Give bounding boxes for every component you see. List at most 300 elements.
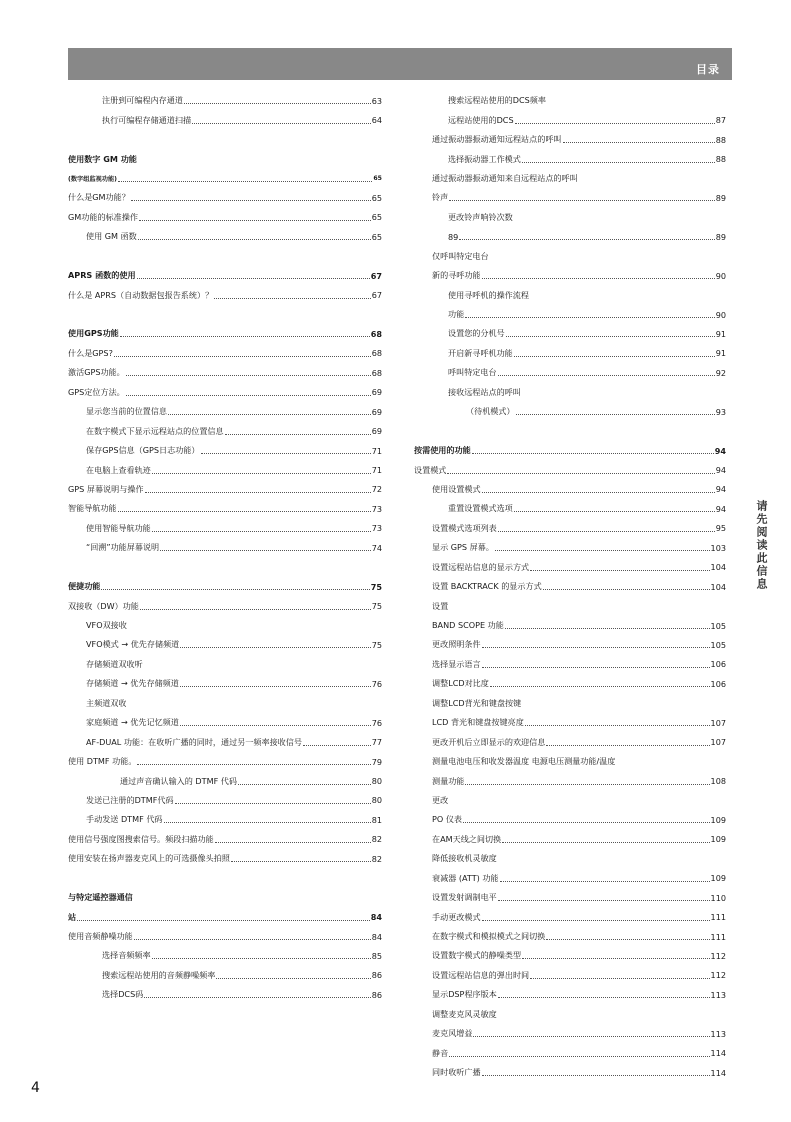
toc-entry-title: 更改开机后立即显示的欢迎信息 bbox=[432, 736, 546, 747]
toc-entry-page: 68 bbox=[371, 367, 382, 378]
dot-leader bbox=[522, 958, 710, 959]
toc-entry[interactable] bbox=[414, 635, 726, 654]
toc-spacer bbox=[68, 558, 382, 577]
toc-entry-title: 便捷功能 bbox=[68, 581, 101, 592]
toc-entry-page: 72 bbox=[371, 484, 382, 495]
toc-entry[interactable] bbox=[414, 946, 726, 965]
toc-entry-page: 114 bbox=[710, 1048, 726, 1059]
toc-entry[interactable] bbox=[414, 149, 726, 168]
toc-entry-title: 设置数字模式的静噪类型 bbox=[432, 950, 522, 961]
toc-entry-page: 65 bbox=[373, 174, 382, 182]
toc-entry-title: (数字组监视功能) bbox=[68, 175, 117, 183]
toc-entry[interactable] bbox=[68, 208, 382, 227]
toc-entry-page: 87 bbox=[715, 115, 726, 126]
toc-entry-page: 82 bbox=[371, 853, 382, 864]
toc-entry-title: 通过振动器振动通知来自远程站点的呼叫 bbox=[432, 172, 578, 183]
toc-entry[interactable] bbox=[68, 732, 382, 751]
dot-leader bbox=[482, 492, 715, 493]
toc-entry-title: 显示 GPS 屏幕。 bbox=[432, 542, 494, 553]
toc-entry[interactable] bbox=[414, 383, 726, 402]
toc-entry-title: 设置远程站信息的显示方式 bbox=[432, 561, 530, 572]
dot-leader bbox=[459, 239, 714, 240]
toc-entry-page: 103 bbox=[710, 542, 726, 553]
dot-leader bbox=[152, 531, 371, 532]
toc-entry[interactable] bbox=[68, 596, 382, 615]
toc-entry-title: 设置远程站信息的弹出时间 bbox=[432, 969, 530, 980]
toc-entry-page: 109 bbox=[710, 834, 726, 845]
toc-entry[interactable] bbox=[68, 460, 382, 479]
toc-entry[interactable] bbox=[68, 91, 382, 110]
toc-entry-page: 81 bbox=[371, 814, 382, 825]
toc-entry-title: 测量电池电压和收发器温度 电源电压测量功能/温度 bbox=[432, 756, 616, 767]
toc-entry[interactable] bbox=[414, 869, 726, 888]
dot-leader bbox=[238, 784, 371, 785]
toc-entry[interactable] bbox=[414, 227, 726, 246]
dot-leader bbox=[490, 686, 710, 687]
toc-entry[interactable] bbox=[414, 732, 726, 751]
toc-entry[interactable] bbox=[414, 1063, 726, 1082]
toc-entry-title: 执行可编程存储通道扫描 bbox=[102, 114, 192, 125]
dot-leader bbox=[184, 103, 371, 104]
toc-entry[interactable] bbox=[68, 752, 382, 771]
toc-entry-title: 使用 GM 函数 bbox=[86, 231, 137, 242]
toc-entry-title: 存储频道双收听 bbox=[86, 658, 143, 669]
dot-leader bbox=[546, 745, 709, 746]
toc-entry-page: 75 bbox=[371, 639, 382, 650]
toc-entry[interactable] bbox=[68, 810, 382, 829]
toc-entry-page: 107 bbox=[710, 737, 726, 748]
toc-entry[interactable] bbox=[68, 791, 382, 810]
toc-entry-title: 设置您的分机号 bbox=[448, 328, 505, 339]
toc-entry-title: 智能导航功能 bbox=[68, 503, 117, 514]
dot-leader bbox=[498, 997, 710, 998]
toc-entry-page: 68 bbox=[371, 348, 382, 359]
toc-entry[interactable] bbox=[68, 966, 382, 985]
toc-entry[interactable] bbox=[68, 927, 382, 946]
toc-entry[interactable] bbox=[68, 674, 382, 693]
toc-entry[interactable] bbox=[414, 830, 726, 849]
toc-entry-page: 71 bbox=[371, 445, 382, 456]
dot-leader bbox=[215, 842, 371, 843]
toc-entry-title: 什么是GPS? bbox=[68, 347, 113, 358]
toc-spacer bbox=[68, 130, 382, 149]
toc-entry[interactable] bbox=[414, 966, 726, 985]
toc-entry-title: 发送已注册的DTMF代码 bbox=[86, 794, 174, 805]
header-bar bbox=[68, 48, 732, 80]
toc-entry-title: 双接收（DW）功能 bbox=[68, 600, 139, 611]
toc-entry[interactable] bbox=[68, 946, 382, 965]
toc-entry-title: GM功能的标准操作 bbox=[68, 211, 138, 222]
toc-entry-page: 106 bbox=[710, 678, 726, 689]
dot-leader bbox=[192, 123, 371, 124]
toc-entry[interactable] bbox=[68, 149, 382, 168]
toc-entry-page: 79 bbox=[371, 756, 382, 767]
section-title: 目录 bbox=[696, 63, 720, 76]
dot-leader bbox=[225, 434, 371, 435]
toc-entry-page: 77 bbox=[371, 737, 382, 748]
toc-entry-title: 主频道双收 bbox=[86, 697, 127, 708]
toc-entry-title: 调整麦克风灵敏度 bbox=[432, 1008, 497, 1019]
dot-leader bbox=[118, 181, 372, 182]
toc-entry[interactable] bbox=[414, 616, 726, 635]
toc-entry-page: 71 bbox=[371, 465, 382, 476]
toc-entry-title: 显示您当前的位置信息 bbox=[86, 406, 167, 417]
toc-entry[interactable] bbox=[414, 460, 726, 479]
toc-entry[interactable] bbox=[414, 577, 726, 596]
toc-entry[interactable] bbox=[68, 188, 382, 207]
toc-spacer bbox=[68, 869, 382, 888]
toc-spacer bbox=[68, 247, 382, 266]
toc-entry[interactable] bbox=[414, 655, 726, 674]
dot-leader bbox=[180, 686, 371, 687]
toc-entry-title: 在数字模式下显示远程站点的位置信息 bbox=[86, 425, 224, 436]
toc-entry[interactable] bbox=[414, 305, 726, 324]
toc-entry[interactable] bbox=[68, 635, 382, 654]
toc-entry[interactable] bbox=[414, 130, 726, 149]
toc-entry-page: 82 bbox=[371, 834, 382, 845]
dot-leader bbox=[201, 453, 371, 454]
toc-entry-page: 112 bbox=[710, 970, 726, 981]
toc-entry-title: GPS 屏幕说明与操作 bbox=[68, 483, 144, 494]
dot-leader bbox=[144, 997, 370, 998]
toc-entry-page: 84 bbox=[370, 912, 382, 923]
toc-spacer bbox=[414, 421, 726, 440]
toc-entry[interactable] bbox=[414, 1043, 726, 1062]
dot-leader bbox=[514, 356, 715, 357]
toc-entry-page: 104 bbox=[710, 581, 726, 592]
toc-entry[interactable] bbox=[68, 285, 382, 304]
toc-entry[interactable] bbox=[68, 771, 382, 790]
toc-entry-title: GPS定位方法。 bbox=[68, 386, 125, 397]
dot-leader bbox=[530, 570, 709, 571]
toc-entry-title: 更改 bbox=[432, 794, 449, 805]
dot-leader bbox=[498, 900, 710, 901]
toc-entry-page: 106 bbox=[710, 659, 726, 670]
dot-leader bbox=[546, 939, 709, 940]
toc-entry-title: 选择DCS码 bbox=[102, 989, 144, 1000]
toc-entry-title: 衰减器 (ATT) 功能 bbox=[432, 872, 499, 883]
dot-leader bbox=[126, 395, 371, 396]
dot-leader bbox=[449, 1056, 709, 1057]
dot-leader bbox=[118, 511, 371, 512]
toc-entry-page: 88 bbox=[715, 154, 726, 165]
toc-entry-title: 按需使用的功能 bbox=[414, 445, 471, 456]
dot-leader bbox=[482, 1075, 710, 1076]
toc-entry-page: 69 bbox=[371, 406, 382, 417]
toc-entry-title: 选择音频频率 bbox=[102, 950, 151, 961]
toc-entry[interactable] bbox=[414, 363, 726, 382]
toc-entry-page: 85 bbox=[371, 950, 382, 961]
toc-entry-title: 搜索远程站使用的音频静噪频率 bbox=[102, 969, 216, 980]
toc-entry-title: 设置模式 bbox=[414, 464, 447, 475]
dot-leader bbox=[180, 647, 370, 648]
dot-leader bbox=[303, 745, 371, 746]
toc-entry[interactable] bbox=[414, 169, 726, 188]
toc-entry[interactable] bbox=[68, 344, 382, 363]
toc-entry-title: 使用数字 GM 功能 bbox=[68, 153, 137, 164]
toc-entry[interactable] bbox=[68, 985, 382, 1004]
toc-entry-page: 93 bbox=[715, 406, 726, 417]
dot-leader bbox=[502, 842, 709, 843]
toc-entry-title: 使用安装在扬声器麦克风上的可选摄像头拍照 bbox=[68, 853, 230, 864]
toc-entry-page: 63 bbox=[371, 95, 382, 106]
dot-leader bbox=[482, 647, 710, 648]
toc-entry-page: 84 bbox=[371, 931, 382, 942]
toc-entry[interactable] bbox=[68, 499, 382, 518]
toc-entry-title: 调整LCD背光和键盘按键 bbox=[432, 697, 522, 708]
toc-entry-title: VFO模式 → 优先存储频道 bbox=[86, 639, 180, 650]
toc-entry[interactable] bbox=[414, 1005, 726, 1024]
toc-entry[interactable] bbox=[68, 713, 382, 732]
toc-entry-page: 110 bbox=[710, 892, 726, 903]
toc-entry[interactable] bbox=[414, 752, 726, 771]
toc-entry-page: 113 bbox=[710, 989, 726, 1000]
toc-entry[interactable] bbox=[68, 441, 382, 460]
dot-leader bbox=[137, 764, 370, 765]
toc-entry[interactable] bbox=[414, 985, 726, 1004]
toc-entry[interactable] bbox=[68, 616, 382, 635]
toc-entry-page: 86 bbox=[371, 989, 382, 1000]
toc-entry[interactable] bbox=[414, 402, 726, 421]
toc-left-column bbox=[68, 91, 382, 1005]
toc-entry-title: 存储频道 → 优先存储频道 bbox=[86, 678, 179, 689]
dot-leader bbox=[77, 920, 370, 921]
toc-entry-title: 保存GPS信息（GPS日志功能） bbox=[86, 445, 200, 456]
toc-entry-page: 105 bbox=[710, 620, 726, 631]
toc-entry[interactable] bbox=[414, 480, 726, 499]
toc-entry[interactable] bbox=[414, 188, 726, 207]
toc-entry-page: 94 bbox=[715, 465, 726, 476]
toc-entry-title: 使用寻呼机的操作流程 bbox=[448, 289, 529, 300]
toc-entry[interactable] bbox=[414, 558, 726, 577]
toc-entry-title: 手动更改模式 bbox=[432, 911, 481, 922]
dot-leader bbox=[231, 861, 371, 862]
toc-entry[interactable] bbox=[414, 324, 726, 343]
toc-entry-page: 109 bbox=[710, 814, 726, 825]
toc-entry-title: 89 bbox=[448, 231, 459, 242]
toc-entry[interactable] bbox=[68, 830, 382, 849]
toc-entry-title: 激活GPS功能。 bbox=[68, 367, 125, 378]
toc-entry[interactable] bbox=[68, 324, 382, 343]
dot-leader bbox=[463, 822, 710, 823]
toc-entry[interactable] bbox=[68, 538, 382, 557]
dot-leader bbox=[447, 473, 714, 474]
dot-leader bbox=[164, 822, 371, 823]
toc-entry-title: 通过声音确认输入的 DTMF 代码 bbox=[120, 775, 237, 786]
toc-entry-title: 调整LCD对比度 bbox=[432, 678, 489, 689]
toc-entry-title: 设置模式选项列表 bbox=[432, 522, 497, 533]
toc-entry[interactable] bbox=[414, 538, 726, 557]
toc-entry[interactable] bbox=[68, 402, 382, 421]
toc-entry-title: 远程站使用的DCS bbox=[448, 114, 514, 125]
toc-entry[interactable] bbox=[414, 519, 726, 538]
toc-entry[interactable] bbox=[414, 810, 726, 829]
toc-entry[interactable] bbox=[414, 285, 726, 304]
dot-leader bbox=[482, 667, 710, 668]
dot-leader bbox=[515, 123, 715, 124]
toc-entry[interactable] bbox=[414, 110, 726, 129]
toc-entry-page: 111 bbox=[710, 931, 726, 942]
toc-entry-page: 75 bbox=[370, 581, 382, 592]
toc-entry-page: 104 bbox=[710, 562, 726, 573]
toc-entry[interactable] bbox=[68, 577, 382, 596]
toc-entry[interactable] bbox=[68, 655, 382, 674]
toc-entry[interactable] bbox=[414, 694, 726, 713]
toc-entry-title: 手动发送 DTMF 代码 bbox=[86, 814, 163, 825]
dot-leader bbox=[140, 609, 371, 610]
toc-entry[interactable] bbox=[68, 227, 382, 246]
toc-entry[interactable] bbox=[414, 888, 726, 907]
dot-leader bbox=[563, 142, 715, 143]
toc-entry-title: 注册到可编程内存通道 bbox=[102, 95, 183, 106]
toc-entry-page: 65 bbox=[371, 192, 382, 203]
toc-entry-page: 107 bbox=[710, 717, 726, 728]
toc-entry-title: PO 仪表 bbox=[432, 814, 463, 825]
toc-entry-title: 接收远程站点的呼叫 bbox=[448, 386, 521, 397]
toc-entry[interactable] bbox=[68, 363, 382, 382]
dot-leader bbox=[137, 278, 370, 279]
toc-entry[interactable] bbox=[68, 421, 382, 440]
toc-entry[interactable] bbox=[414, 247, 726, 266]
dot-leader bbox=[175, 803, 371, 804]
toc-entry-title: 搜索远程站使用的DCS频率 bbox=[448, 95, 546, 106]
toc-entry[interactable] bbox=[68, 519, 382, 538]
toc-entry[interactable] bbox=[68, 849, 382, 868]
dot-leader bbox=[495, 550, 710, 551]
toc-entry[interactable] bbox=[414, 849, 726, 868]
toc-entry-page: 109 bbox=[710, 873, 726, 884]
dot-leader bbox=[500, 881, 710, 882]
toc-entry-page: 114 bbox=[710, 1067, 726, 1078]
toc-entry[interactable] bbox=[68, 907, 382, 926]
toc-entry-title: VFO双接收 bbox=[86, 620, 127, 631]
toc-entry[interactable] bbox=[414, 208, 726, 227]
toc-entry-page: 69 bbox=[371, 387, 382, 398]
toc-entry-page: 76 bbox=[371, 717, 382, 728]
dot-leader bbox=[465, 317, 714, 318]
dot-leader bbox=[145, 492, 371, 493]
toc-entry-page: 112 bbox=[710, 950, 726, 961]
toc-entry-page: 95 bbox=[715, 523, 726, 534]
toc-entry[interactable] bbox=[414, 1024, 726, 1043]
toc-entry-page: 80 bbox=[371, 795, 382, 806]
toc-entry[interactable] bbox=[414, 907, 726, 926]
dot-leader bbox=[168, 414, 371, 415]
toc-entry-page: 67 bbox=[371, 290, 382, 301]
toc-entry-title: 使用智能导航功能 bbox=[86, 522, 151, 533]
dot-leader bbox=[152, 958, 371, 959]
toc-entry-title: 同时收听广播 bbox=[432, 1067, 481, 1078]
toc-entry-page: 108 bbox=[710, 776, 726, 787]
toc-entry[interactable] bbox=[414, 266, 726, 285]
toc-entry[interactable] bbox=[68, 169, 382, 188]
toc-entry-page: 68 bbox=[370, 328, 382, 339]
dot-leader bbox=[114, 356, 371, 357]
toc-entry-title: 呼叫特定电台 bbox=[448, 367, 497, 378]
toc-entry-page: 105 bbox=[710, 639, 726, 650]
toc-entry-page: 88 bbox=[715, 134, 726, 145]
toc-entry-title: 设置 bbox=[432, 600, 449, 611]
dot-leader bbox=[138, 239, 371, 240]
toc-entry-title: 更改照明条件 bbox=[432, 639, 481, 650]
toc-entry-page: 91 bbox=[715, 328, 726, 339]
toc-entry[interactable] bbox=[414, 674, 726, 693]
toc-right-column bbox=[414, 91, 726, 1082]
toc-entry-title: 在AM天线之间切换 bbox=[432, 833, 502, 844]
toc-entry[interactable] bbox=[414, 791, 726, 810]
toc-entry[interactable] bbox=[414, 91, 726, 110]
dot-leader bbox=[525, 725, 710, 726]
toc-entry-title: 重置设置模式选项 bbox=[448, 503, 513, 514]
toc-entry[interactable] bbox=[68, 266, 382, 285]
toc-entry-title: （待机模式） bbox=[466, 406, 515, 417]
dot-leader bbox=[180, 725, 371, 726]
toc-entry-page: 86 bbox=[371, 970, 382, 981]
dot-leader bbox=[152, 473, 371, 474]
toc-entry-page: 90 bbox=[715, 309, 726, 320]
toc-entry-page: 91 bbox=[715, 348, 726, 359]
toc-entry-title: 设置 BACKTRACK 的显示方式 bbox=[432, 581, 542, 592]
toc-entry[interactable] bbox=[414, 927, 726, 946]
toc-entry[interactable] bbox=[414, 499, 726, 518]
toc-entry[interactable] bbox=[68, 110, 382, 129]
dot-leader bbox=[543, 589, 710, 590]
toc-entry[interactable] bbox=[68, 694, 382, 713]
toc-entry-page: 80 bbox=[371, 776, 382, 787]
toc-entry-title: BAND SCOPE 功能 bbox=[432, 620, 504, 631]
toc-entry[interactable] bbox=[68, 480, 382, 499]
toc-entry-page: 64 bbox=[371, 115, 382, 126]
dot-leader bbox=[131, 200, 371, 201]
toc-entry-title: 使用音频静噪功能 bbox=[68, 931, 133, 942]
dot-leader bbox=[514, 511, 715, 512]
dot-leader bbox=[482, 920, 710, 921]
dot-leader bbox=[160, 550, 371, 551]
toc-entry-title: 铃声 bbox=[432, 192, 449, 203]
toc-entry-title: “回溯”功能屏幕说明 bbox=[86, 542, 160, 553]
toc-entry-page: 90 bbox=[715, 270, 726, 281]
toc-entry-page: 92 bbox=[715, 367, 726, 378]
toc-entry-title: 静音 bbox=[432, 1047, 449, 1058]
toc-entry-title: 功能 bbox=[448, 309, 465, 320]
dot-leader bbox=[465, 784, 709, 785]
toc-entry[interactable] bbox=[414, 596, 726, 615]
toc-entry-page: 94 bbox=[715, 503, 726, 514]
toc-entry-title: 更改铃声响铃次数 bbox=[448, 211, 513, 222]
toc-entry[interactable] bbox=[68, 383, 382, 402]
toc-entry-page: 113 bbox=[710, 1028, 726, 1039]
toc-entry-title: AF-DUAL 功能：在收听广播的同时，通过另一频率接收信号 bbox=[86, 736, 302, 747]
toc-entry-title: 选择显示语言 bbox=[432, 658, 481, 669]
toc-entry[interactable] bbox=[414, 344, 726, 363]
toc-entry-page: 76 bbox=[371, 678, 382, 689]
toc-entry-title: 什么是 APRS（自动数据包报告系统）？ bbox=[68, 289, 214, 300]
toc-entry[interactable] bbox=[414, 441, 726, 460]
side-tab-label: 请先阅读此信息 bbox=[755, 500, 768, 591]
dot-leader bbox=[505, 628, 710, 629]
dot-leader bbox=[472, 453, 714, 454]
toc-entry[interactable] bbox=[414, 713, 726, 732]
dot-leader bbox=[522, 162, 715, 163]
dot-leader bbox=[134, 939, 371, 940]
toc-entry-title: 在电脑上查看轨迹 bbox=[86, 464, 151, 475]
dot-leader bbox=[139, 220, 371, 221]
toc-entry-title: 使用信号强度图搜索信号。频段扫描功能 bbox=[68, 833, 214, 844]
toc-entry[interactable] bbox=[68, 888, 382, 907]
toc-entry-title: 站 bbox=[68, 911, 77, 922]
toc-entry[interactable] bbox=[414, 771, 726, 790]
toc-entry-title: 设置发射调制电平 bbox=[432, 892, 497, 903]
